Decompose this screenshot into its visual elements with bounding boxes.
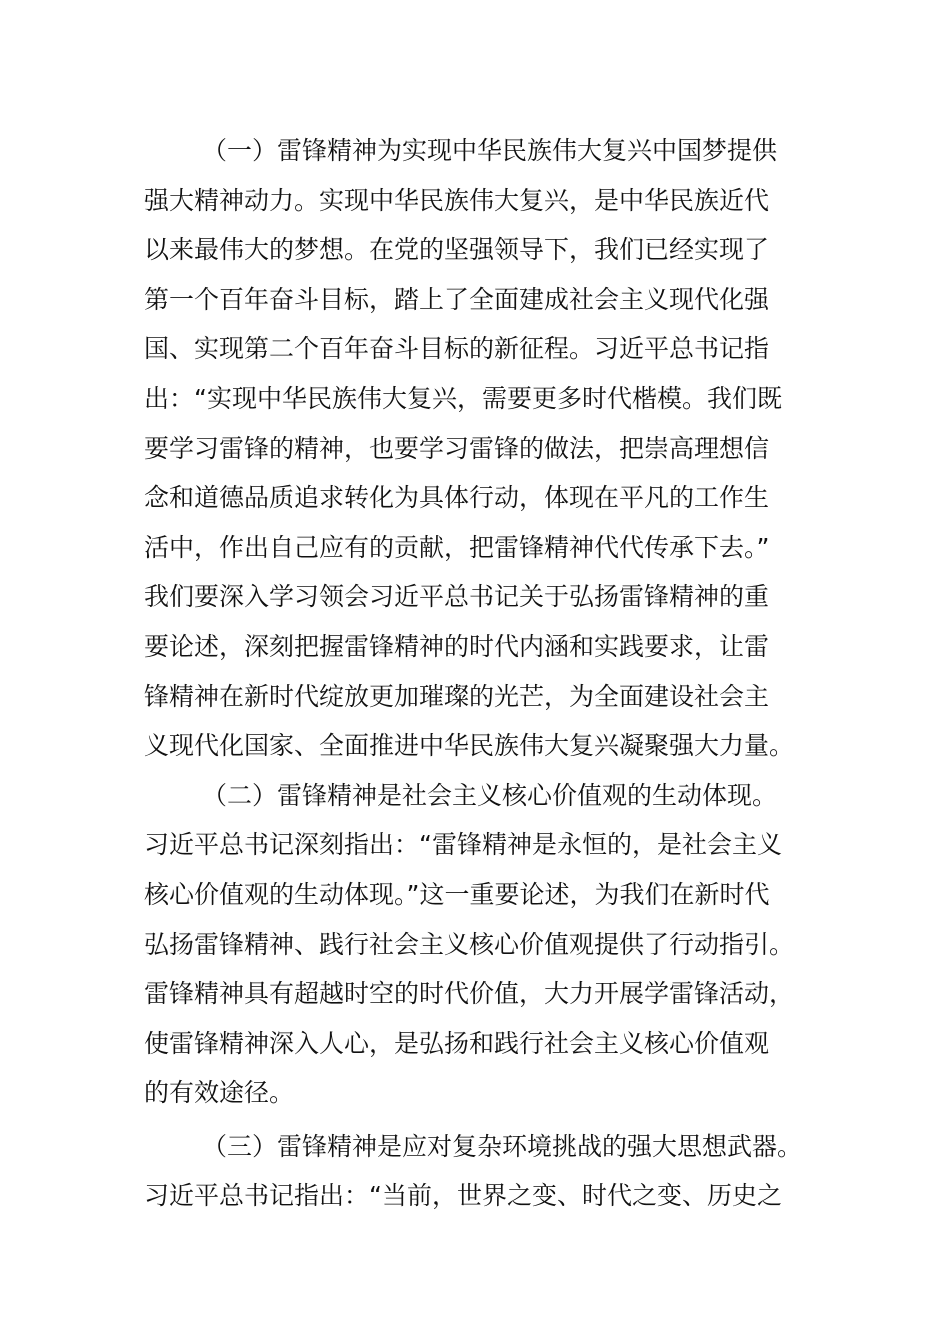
paragraph-2-line-6: 使雷锋精神深入人心，是弘扬和践行社会主义核心价值观 [144, 1028, 770, 1058]
paragraph-2-line-7: 的有效途径。 [144, 1078, 295, 1108]
paragraph-1-line-8: 念和道德品质追求转化为具体行动，体现在平凡的工作生 [144, 483, 770, 513]
paragraph-2-line-5: 雷锋精神具有超越时空的时代价值，大力开展学雷锋活动， [144, 979, 795, 1009]
paragraph-3-line-1: （三）雷锋精神是应对复杂环境挑战的强大思想武器。 [202, 1131, 803, 1161]
paragraph-1-line-13: 义现代化国家、全面推进中华民族伟大复兴凝聚强大力量。 [144, 731, 795, 761]
paragraph-1-line-11: 要论述，深刻把握雷锋精神的时代内涵和实践要求，让雷 [144, 631, 770, 661]
paragraph-1-line-6: 出：“实现中华民族伟大复兴，需要更多时代楷模。我们既 [144, 383, 782, 413]
body-text [144, 126, 806, 1221]
paragraph-1-line-3: 以来最伟大的梦想。在党的坚强领导下，我们已经实现了 [144, 235, 770, 265]
paragraph-1-line-10: 我们要深入学习领会习近平总书记关于弘扬雷锋精神的重 [144, 582, 770, 612]
paragraph-3-line-2: 习近平总书记指出：“当前，世界之变、时代之变、历史之 [144, 1181, 782, 1211]
paragraph-1-line-12: 锋精神在新时代绽放更加璀璨的光芒，为全面建设社会主 [144, 681, 770, 711]
paragraph-1-line-4: 第一个百年奋斗目标，踏上了全面建成社会主义现代化强 [144, 284, 770, 314]
paragraph-2-line-3: 核心价值观的生动体现。”这一重要论述，为我们在新时代 [144, 879, 770, 909]
paragraph-1-line-7: 要学习雷锋的精神，也要学习雷锋的做法，把崇高理想信 [144, 433, 770, 463]
paragraph-2-line-4: 弘扬雷锋精神、践行社会主义核心价值观提供了行动指引。 [144, 929, 795, 959]
paragraph-1-line-2: 强大精神动力。实现中华民族伟大复兴，是中华民族近代 [144, 185, 770, 215]
paragraph-2-line-1: （二）雷锋精神是社会主义核心价值观的生动体现。 [202, 780, 778, 810]
paragraph-1-line-1: （一）雷锋精神为实现中华民族伟大复兴中国梦提供 [202, 136, 778, 165]
paragraph-2-line-2: 习近平总书记深刻指出：“雷锋精神是永恒的，是社会主义 [144, 830, 782, 860]
paragraph-1-line-5: 国、实现第二个百年奋斗目标的新征程。习近平总书记指 [144, 334, 770, 364]
paragraph-1-line-9: 活中，作出自己应有的贡献，把雷锋精神代代传承下去。” [144, 532, 770, 562]
